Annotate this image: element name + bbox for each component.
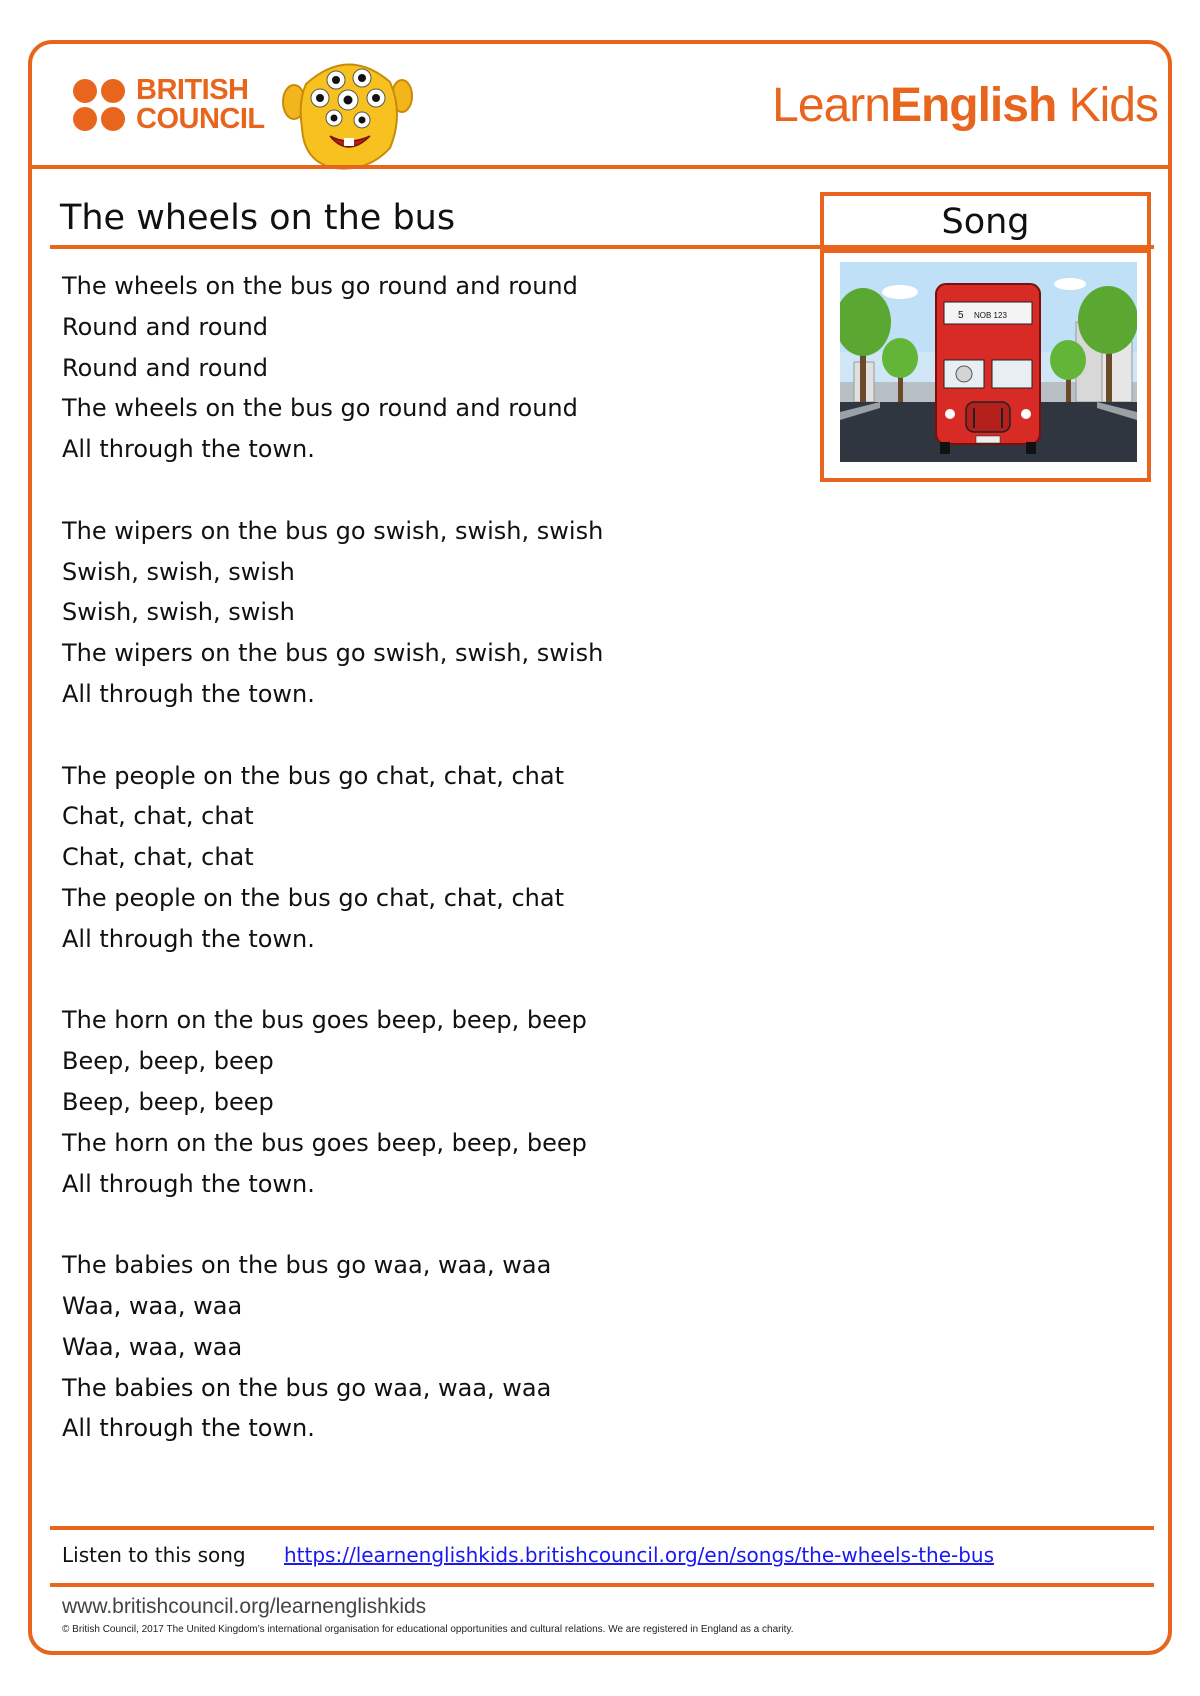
song-category-label: Song	[941, 202, 1030, 242]
lyric-line: All through the town.	[62, 924, 315, 953]
mascot-monster-icon	[278, 54, 418, 172]
verse	[62, 266, 762, 470]
lyric-line: Swish, swish, swish	[62, 598, 295, 627]
lyric-line: The babies on the bus go waa, waa, waa	[62, 1251, 552, 1280]
listen-song-link[interactable]: https://learnenglishkids.britishcouncil.org/en/songs/the-wheels-the-bus	[284, 1543, 995, 1567]
bus-sign-number: 5	[958, 310, 964, 321]
verse	[62, 756, 762, 960]
copyright-notice: © British Council, 2017 The United Kingdom’s international organisation for educational opportunities and cultural relations. We are registered in England as a charity.	[62, 1624, 794, 1635]
british-council-dots-icon	[72, 78, 128, 134]
bus-route-label: NOB 123	[974, 311, 1007, 320]
lyric-line: Beep, beep, beep	[62, 1047, 274, 1076]
footer-divider-bottom	[50, 1583, 1154, 1587]
footer-divider-top	[50, 1526, 1154, 1530]
lyric-line: Chat, chat, chat	[62, 843, 254, 872]
header-divider	[32, 165, 1168, 169]
listen-label: Listen to this song	[62, 1543, 246, 1567]
lyric-line: All through the town.	[62, 435, 315, 464]
lyric-line: Waa, waa, waa	[62, 1291, 243, 1320]
lyric-line: The wipers on the bus go swish, swish, swish	[62, 639, 604, 668]
lyric-line: The people on the bus go chat, chat, chat	[62, 883, 564, 912]
bus-illustration	[840, 262, 1137, 462]
lyric-line: All through the town.	[62, 1414, 315, 1443]
lyric-line: The horn on the bus goes beep, beep, beep	[62, 1006, 587, 1035]
lyric-line: Round and round	[62, 312, 269, 341]
lyric-line: The people on the bus go chat, chat, chat	[62, 761, 564, 790]
lyric-line: All through the town.	[62, 679, 315, 708]
verse	[62, 511, 762, 715]
site-url[interactable]: www.britishcouncil.org/learnenglishkids	[62, 1595, 427, 1618]
british-council-wordmark: BRITISH COUNCIL	[136, 74, 265, 135]
lyric-line: Waa, waa, waa	[62, 1332, 243, 1361]
lyric-line: Chat, chat, chat	[62, 802, 254, 831]
british-council-logo[interactable]	[72, 74, 272, 135]
lyric-line: Beep, beep, beep	[62, 1087, 274, 1116]
lyric-line: The wipers on the bus go swish, swish, swish	[62, 516, 604, 545]
lyric-line: The horn on the bus goes beep, beep, beep	[62, 1128, 587, 1157]
lyric-line: The wheels on the bus go round and round	[62, 394, 578, 423]
lyric-line: All through the town.	[62, 1169, 315, 1198]
lyric-line: Round and round	[62, 353, 269, 382]
song-box-divider	[824, 249, 1147, 253]
page-title: The wheels on the bus	[60, 198, 456, 238]
verse	[62, 1000, 762, 1204]
learnenglish-kids-logo[interactable]: LearnEnglish Kids	[772, 79, 1158, 132]
verse	[62, 1245, 762, 1449]
lyric-line: The babies on the bus go waa, waa, waa	[62, 1373, 552, 1402]
song-category-box	[820, 192, 1151, 482]
lyric-line: The wheels on the bus go round and round	[62, 272, 578, 300]
lyric-line: Swish, swish, swish	[62, 557, 295, 586]
song-lyrics	[62, 266, 762, 1490]
